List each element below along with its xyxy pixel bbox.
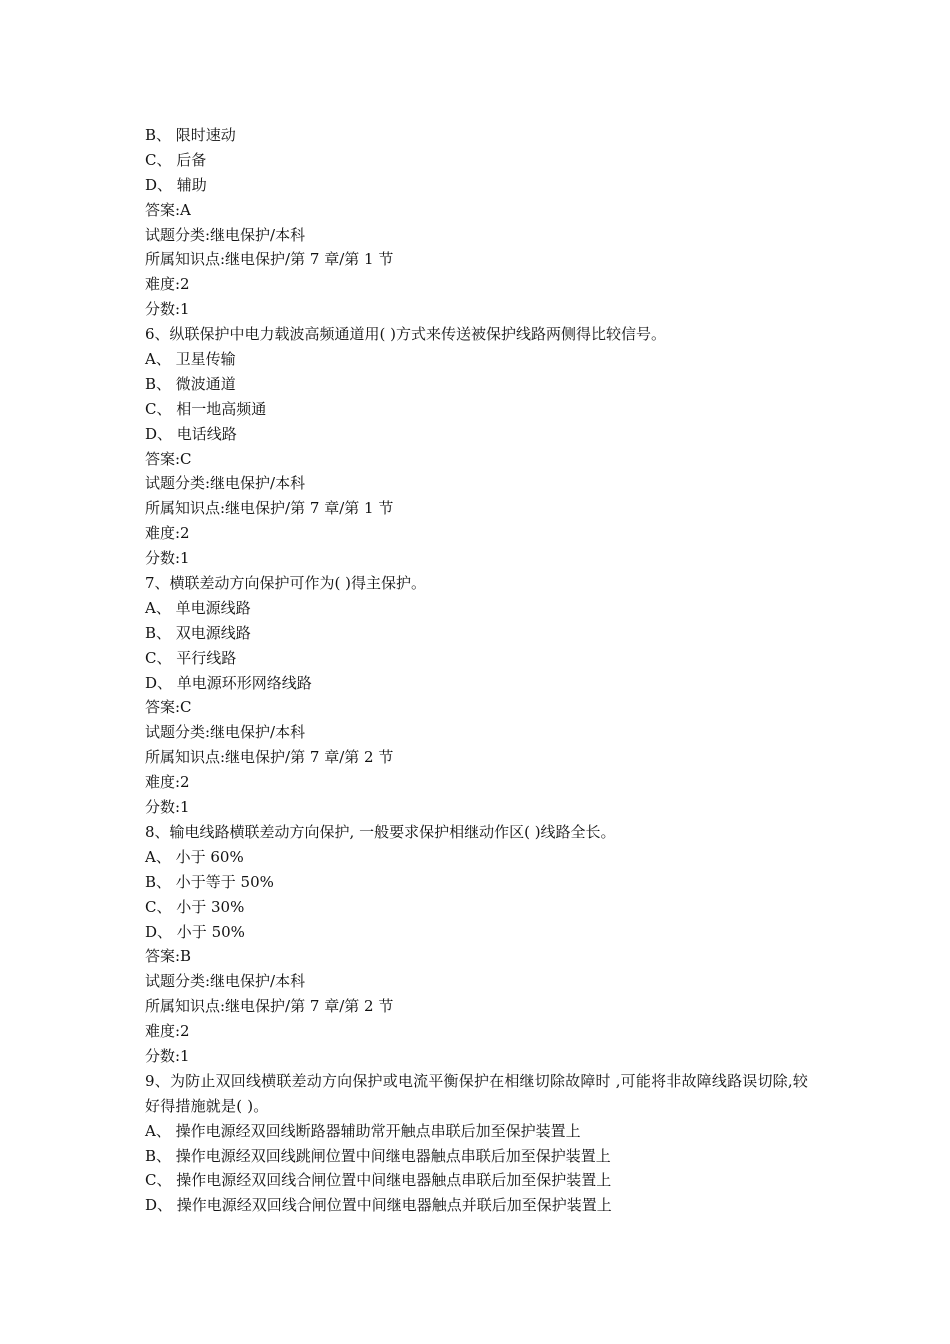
knowledge-point: 所属知识点:继电保护/第 7 章/第 2 节 [145, 997, 394, 1016]
option-a: A、 单电源线路 [145, 598, 251, 617]
option-c: C、 平行线路 [145, 648, 237, 667]
option-d: D、 电话线路 [145, 424, 237, 443]
option-b: B、 小于等于 50% [145, 872, 274, 891]
knowledge-point: 所属知识点:继电保护/第 7 章/第 2 节 [145, 748, 394, 767]
option-a: A、 卫星传输 [145, 350, 236, 369]
question-8: 8、输电线路横联差动方向保护, 一般要求保护相继动作区( )线路全长。 [145, 822, 616, 841]
score: 分数:1 [145, 798, 190, 817]
difficulty: 难度:2 [145, 524, 190, 543]
question-category: 试题分类:继电保护/本科 [145, 972, 306, 991]
question-6: 6、纵联保护中电力载波高频通道用( )方式来传送被保护线路两侧得比较信号。 [145, 325, 667, 344]
option-c: C、 小于 30% [145, 897, 245, 916]
option-d: D、 单电源环形网络线路 [145, 673, 312, 692]
question-7: 7、横联差动方向保护可作为( )得主保护。 [145, 574, 427, 593]
question-category: 试题分类:继电保护/本科 [145, 723, 306, 742]
option-c: C、 后备 [145, 150, 207, 169]
option-d: D、 小于 50% [145, 922, 245, 941]
option-a: A、 操作电源经双回线断路器辅助常开触点串联后加至保护装置上 [145, 1121, 581, 1140]
answer: 答案:C [145, 449, 192, 468]
option-b: B、 双电源线路 [145, 623, 251, 642]
question-category: 试题分类:继电保护/本科 [145, 225, 306, 244]
option-c: C、 操作电源经双回线合闸位置中间继电器触点串联后加至保护装置上 [145, 1171, 612, 1190]
option-b: B、 操作电源经双回线跳闸位置中间继电器触点串联后加至保护装置上 [145, 1146, 611, 1165]
question-9: 9、为防止双回线横联差动方向保护或电流平衡保护在相继切除故障时 ,可能将非故障线路误切除,较好得措施就是( )。 [145, 1071, 809, 1115]
answer: 答案:C [145, 698, 192, 717]
option-c: C、 相一地高频通 [145, 399, 267, 418]
option-b: B、 微波通道 [145, 374, 236, 393]
score: 分数:1 [145, 549, 190, 568]
answer: 答案:A [145, 200, 191, 219]
option-a: A、 小于 60% [145, 847, 244, 866]
answer: 答案:B [145, 947, 192, 966]
difficulty: 难度:2 [145, 1022, 190, 1041]
difficulty: 难度:2 [145, 773, 190, 792]
document-body [145, 123, 815, 1218]
question-category: 试题分类:继电保护/本科 [145, 474, 306, 493]
difficulty: 难度:2 [145, 275, 190, 294]
option-b: B、 限时速动 [145, 126, 236, 144]
option-d: D、 辅助 [145, 175, 207, 194]
knowledge-point: 所属知识点:继电保护/第 7 章/第 1 节 [145, 499, 394, 518]
score: 分数:1 [145, 1046, 190, 1065]
knowledge-point: 所属知识点:继电保护/第 7 章/第 1 节 [145, 250, 394, 269]
score: 分数:1 [145, 300, 190, 319]
option-d: D、 操作电源经双回线合闸位置中间继电器触点并联后加至保护装置上 [145, 1196, 612, 1215]
